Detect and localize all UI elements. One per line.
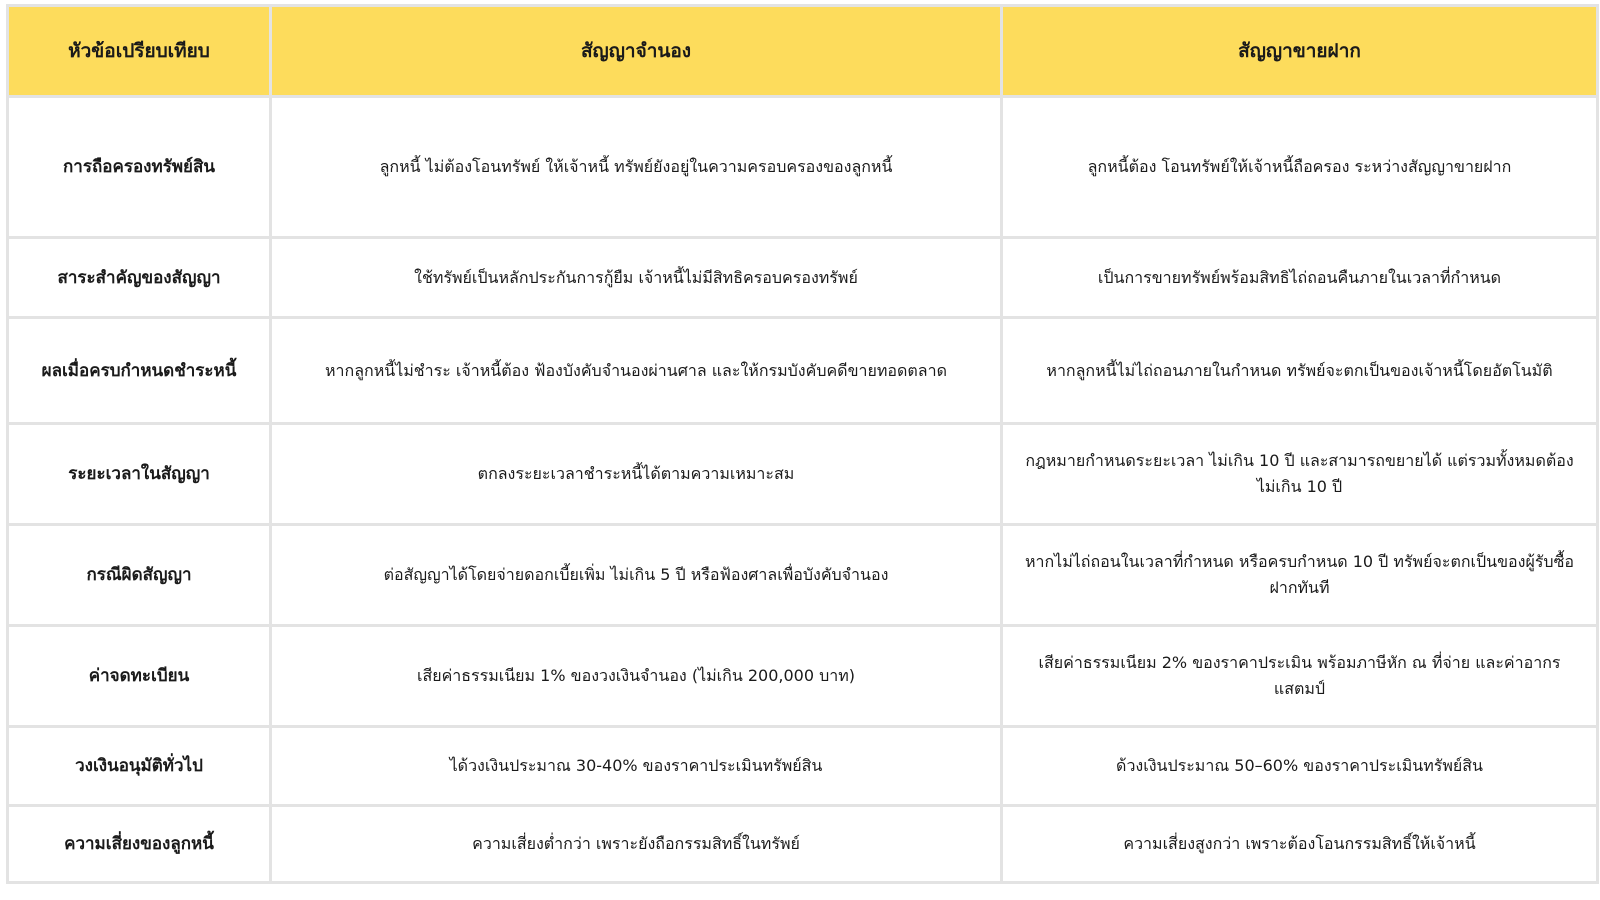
table-row [8, 97, 1598, 238]
row-mortgage: หากลูกหนี้ไม่ชำระ เจ้าหนี้ต้อง ฟ้องบังคับจำนองผ่านศาล และให้กรมบังคับคดีขายทอดตลาด [271, 318, 1002, 424]
table-row [8, 525, 1598, 626]
row-consignment: หากไม่ไถ่ถอนในเวลาที่กำหนด หรือครบกำหนด 10 ปี ทรัพย์จะตกเป็นของผู้รับซื้อฝากทันที [1002, 525, 1598, 626]
row-consignment: หากลูกหนี้ไม่ไถ่ถอนภายในกำหนด ทรัพย์จะตกเป็นของเจ้าหนี้โดยอัตโนมัติ [1002, 318, 1598, 424]
row-topic: สาระสำคัญของสัญญา [8, 238, 271, 318]
row-mortgage: ลูกหนี้ ไม่ต้องโอนทรัพย์ ให้เจ้าหนี้ ทรัพย์ยังอยู่ในความครอบครองของลูกหนี้ [271, 97, 1002, 238]
row-topic: ความเสี่ยงของลูกหนี้ [8, 806, 271, 883]
row-topic: ผลเมื่อครบกำหนดชำระหนี้ [8, 318, 271, 424]
row-mortgage: ความเสี่ยงต่ำกว่า เพราะยังถือกรรมสิทธิ์ในทรัพย์ [271, 806, 1002, 883]
row-topic: ค่าจดทะเบียน [8, 626, 271, 727]
header-consignment: สัญญาขายฝาก [1002, 6, 1598, 97]
table-row [8, 626, 1598, 727]
row-mortgage: ใช้ทรัพย์เป็นหลักประกันการกู้ยืม เจ้าหนี้ไม่มีสิทธิครอบครองทรัพย์ [271, 238, 1002, 318]
table-row [8, 238, 1598, 318]
table-row [8, 318, 1598, 424]
row-topic: วงเงินอนุมัติทั่วไป [8, 727, 271, 806]
row-consignment: ความเสี่ยงสูงกว่า เพราะต้องโอนกรรมสิทธิ์ให้เจ้าหนี้ [1002, 806, 1598, 883]
row-mortgage: ได้วงเงินประมาณ 30-40% ของราคาประเมินทรัพย์สิน [271, 727, 1002, 806]
row-mortgage: ต่อสัญญาได้โดยจ่ายดอกเบี้ยเพิ่ม ไม่เกิน 5 ปี หรือฟ้องศาลเพื่อบังคับจำนอง [271, 525, 1002, 626]
table-row [8, 727, 1598, 806]
row-consignment: กฎหมายกำหนดระยะเวลา ไม่เกิน 10 ปี และสามารถขยายได้ แต่รวมทั้งหมดต้องไม่เกิน 10 ปี [1002, 424, 1598, 525]
header-mortgage: สัญญาจำนอง [271, 6, 1002, 97]
comparison-table [6, 4, 1599, 884]
table-header-row [8, 6, 1598, 97]
row-topic: ระยะเวลาในสัญญา [8, 424, 271, 525]
row-consignment: เป็นการขายทรัพย์พร้อมสิทธิไถ่ถอนคืนภายในเวลาที่กำหนด [1002, 238, 1598, 318]
row-consignment: ลูกหนี้ต้อง โอนทรัพย์ให้เจ้าหนี้ถือครอง ระหว่างสัญญาขายฝาก [1002, 97, 1598, 238]
row-topic: การถือครองทรัพย์สิน [8, 97, 271, 238]
comparison-table-container [6, 4, 1596, 884]
row-topic: กรณีผิดสัญญา [8, 525, 271, 626]
row-mortgage: ตกลงระยะเวลาชำระหนี้ได้ตามความเหมาะสม [271, 424, 1002, 525]
table-row [8, 424, 1598, 525]
row-consignment: ด้วงเงินประมาณ 50–60% ของราคาประเมินทรัพย์สิน [1002, 727, 1598, 806]
table-row [8, 806, 1598, 883]
row-mortgage: เสียค่าธรรมเนียม 1% ของวงเงินจำนอง (ไม่เกิน 200,000 บาท) [271, 626, 1002, 727]
header-topic: หัวข้อเปรียบเทียบ [8, 6, 271, 97]
row-consignment: เสียค่าธรรมเนียม 2% ของราคาประเมิน พร้อมภาษีหัก ณ ที่จ่าย และค่าอากรแสตมป์ [1002, 626, 1598, 727]
